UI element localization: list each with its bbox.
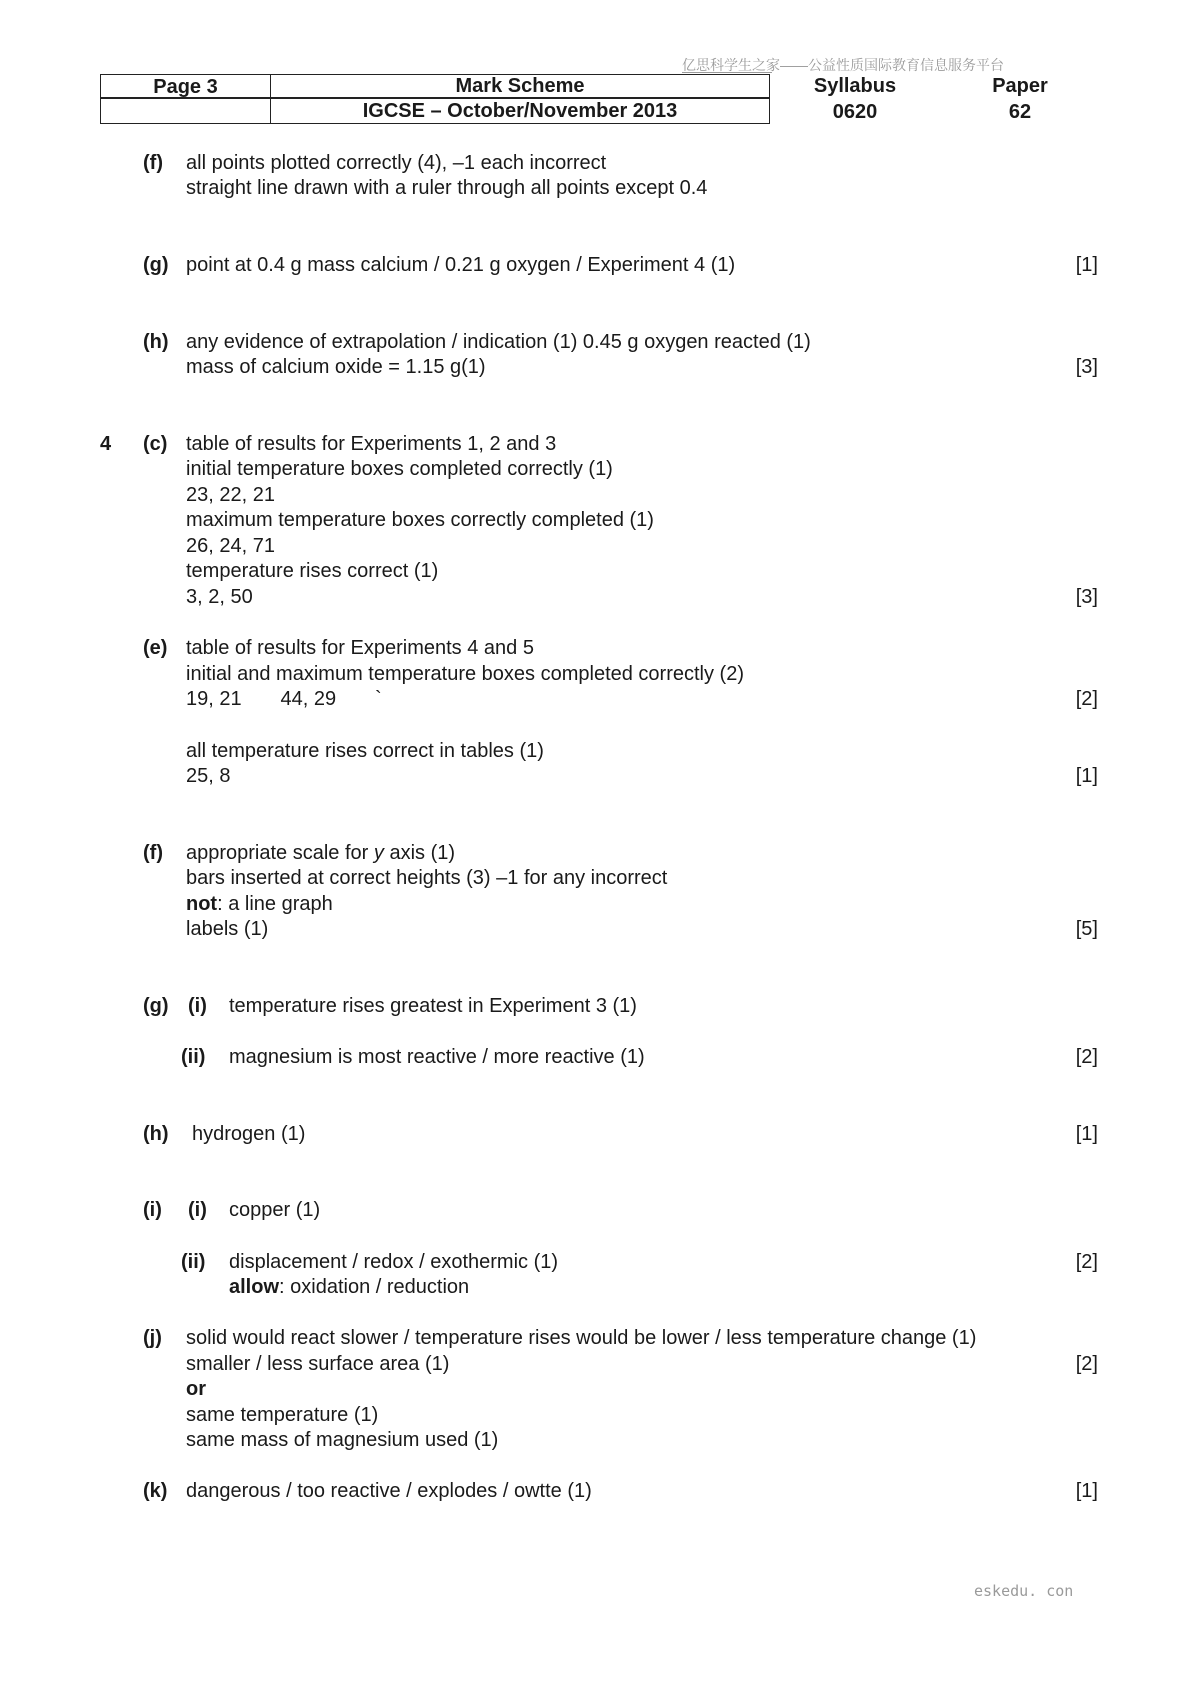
q4c-line: 23, 22, 21 — [186, 484, 275, 506]
header-title: Mark Scheme — [270, 74, 770, 98]
q4f-line4: labels (1) — [186, 918, 269, 940]
q4e-line1: table of results for Experiments 4 and 5 — [186, 637, 534, 659]
q4j-line1: solid would react slower / temperature rises would be lower / less temperature change (1) — [186, 1327, 977, 1349]
q4i-ii-label: (ii) — [181, 1251, 206, 1273]
q4k-label: (k) — [143, 1480, 168, 1502]
q4c-line: table of results for Experiments 1, 2 and 3 — [186, 433, 557, 455]
q4i-ii-text: displacement / redox / exothermic (1) — [229, 1251, 559, 1273]
q4g-ii-text: magnesium is most reactive / more reactive (1) — [229, 1046, 645, 1068]
header-page-blank — [100, 98, 271, 124]
q4g-i-text: temperature rises greatest in Experiment 3 (1) — [229, 995, 637, 1017]
q3g-text: point at 0.4 g mass calcium / 0.21 g oxygen / Experiment 4 (1) — [186, 254, 736, 276]
header-paper-label: Paper — [992, 75, 1048, 97]
header-paper-value: 62 — [1008, 101, 1032, 123]
q4f-line1-italic: y — [373, 842, 384, 864]
watermark-underline — [682, 72, 772, 73]
watermark-top: 亿思科学生之家——公益性质国际教育信息服务平台 — [682, 57, 1004, 73]
q3g-label: (g) — [143, 254, 169, 276]
q4e-line4: all temperature rises correct in tables (1) — [186, 740, 544, 762]
q4f-line3: not: a line graph — [186, 893, 333, 915]
q4c-label: (c) — [143, 433, 168, 455]
q4i-i-text: copper (1) — [229, 1199, 321, 1221]
q3h-line2: mass of calcium oxide = 1.15 g(1) — [186, 356, 486, 378]
q4e-mark1: [2] — [1075, 688, 1098, 710]
q4g-mark: [2] — [1075, 1046, 1098, 1068]
q4c-line: 26, 24, 71 — [186, 535, 275, 557]
q3h-mark: [3] — [1075, 356, 1098, 378]
q3h-label: (h) — [143, 331, 169, 353]
q4g-label: (g) — [143, 995, 169, 1017]
q4i-i-label: (i) — [188, 1199, 207, 1221]
q4j-label: (j) — [143, 1327, 162, 1349]
q4c-mark: [3] — [1075, 586, 1098, 608]
q4k-text: dangerous / too reactive / explodes / owtte (1) — [186, 1480, 592, 1502]
q4c-line: maximum temperature boxes correctly completed (1) — [186, 509, 654, 531]
q4f-mark: [5] — [1075, 918, 1098, 940]
header-syllabus-value: 0620 — [832, 101, 878, 123]
q4j-line3: same temperature (1) — [186, 1404, 379, 1426]
q4f-line1: appropriate scale for y axis (1) — [186, 842, 456, 864]
q4j-line2: smaller / less surface area (1) — [186, 1353, 450, 1375]
header-page: Page 3 — [100, 74, 271, 98]
q4e-line5: 25, 8 — [186, 765, 231, 787]
q3f-line2: straight line drawn with a ruler through all points except 0.4 — [186, 177, 708, 199]
q4g-i-label: (i) — [188, 995, 207, 1017]
q4-number: 4 — [100, 433, 112, 455]
q4c-line: 3, 2, 50 — [186, 586, 253, 608]
q4c-line: temperature rises correct (1) — [186, 560, 439, 582]
header-subtitle: IGCSE – October/November 2013 — [270, 98, 770, 124]
q4j-or: or — [186, 1378, 206, 1400]
q3f-line1: all points plotted correctly (4), –1 each incorrect — [186, 152, 607, 174]
q4e-label: (e) — [143, 637, 168, 659]
q4j-line4: same mass of magnesium used (1) — [186, 1429, 499, 1451]
header-syllabus-label: Syllabus — [813, 75, 897, 97]
q4e-line2: initial and maximum temperature boxes completed correctly (2) — [186, 663, 744, 685]
q4h-mark: [1] — [1075, 1123, 1098, 1145]
q4f-line2: bars inserted at correct heights (3) –1 for any incorrect — [186, 867, 668, 889]
q4i-allow: allow: oxidation / reduction — [229, 1276, 470, 1298]
q4j-mark: [2] — [1075, 1353, 1098, 1375]
q4i-label: (i) — [143, 1199, 162, 1221]
q4h-label: (h) — [143, 1123, 169, 1145]
q4g-ii-label: (ii) — [181, 1046, 206, 1068]
watermark-bottom: eskedu. con — [974, 1582, 1074, 1600]
q3f-label: (f) — [143, 152, 163, 174]
q4c-line: initial temperature boxes completed correctly (1) — [186, 458, 613, 480]
q4i-mark: [2] — [1075, 1251, 1098, 1273]
q4e-mark2: [1] — [1075, 765, 1098, 787]
q3h-line1: any evidence of extrapolation / indication (1) 0.45 g oxygen reacted (1) — [186, 331, 811, 353]
q4e-line3: 19, 21 44, 29 ` — [186, 688, 382, 710]
q4f-label: (f) — [143, 842, 163, 864]
q4h-text: hydrogen (1) — [192, 1123, 306, 1145]
q4k-mark: [1] — [1075, 1480, 1098, 1502]
q3g-mark: [1] — [1075, 254, 1098, 276]
